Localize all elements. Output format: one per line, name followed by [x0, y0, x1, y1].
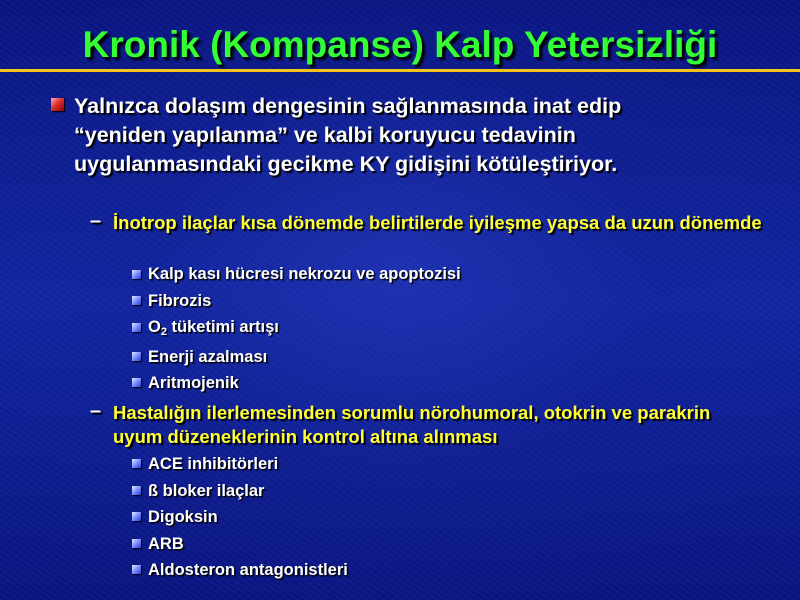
dash-bullet-icon: –	[90, 210, 102, 232]
blue-square-bullet-icon	[132, 270, 141, 279]
list-item: Enerji azalması	[148, 348, 268, 366]
oxygen-subscript: 2	[160, 326, 167, 338]
list-item	[148, 317, 279, 342]
main-point: Yalnızca dolaşım dengesinin sağlanmasında inat edip “yeniden yapılanma” ve kalbi koruyucu tedavinin uygulanmasındaki gecikme KY gidişini kötüleştiriyor.	[74, 94, 622, 176]
red-square-bullet-icon	[51, 98, 64, 111]
blue-square-bullet-icon	[132, 459, 141, 468]
blue-square-bullet-icon	[132, 323, 141, 332]
blue-square-bullet-icon	[132, 296, 141, 305]
blue-square-bullet-icon	[132, 539, 141, 548]
list-item: Aldosteron antagonistleri	[148, 561, 348, 579]
list-item: Kalp kası hücresi nekrozu ve apoptozisi	[148, 265, 461, 283]
oxygen-symbol: O	[148, 318, 161, 336]
list-item: Digoksin	[148, 508, 218, 526]
list-item: Fibrozis	[148, 292, 212, 310]
consumption-text: tüketimi artışı	[166, 318, 279, 336]
slide-title: Kronik (Kompanse) Kalp Yetersizliği	[82, 24, 718, 65]
blue-square-bullet-icon	[132, 512, 141, 521]
list-item: ß bloker ilaçlar	[148, 482, 265, 500]
blue-square-bullet-icon	[132, 486, 141, 495]
list-item: Aritmojenik	[148, 374, 239, 392]
blue-square-bullet-icon	[132, 378, 141, 387]
blue-square-bullet-icon	[132, 565, 141, 574]
section-heading: Hastalığın ilerlemesinden sorumlu nörohumoral, otokrin ve parakrin uyum düzeneklerinin kontrol altına alınması	[113, 402, 711, 447]
blue-square-bullet-icon	[132, 352, 141, 361]
dash-bullet-icon: –	[90, 400, 102, 422]
list-item: ARB	[148, 535, 184, 553]
list-item: ACE inhibitörleri	[148, 455, 279, 473]
section-heading: İnotrop ilaçlar kısa dönemde belirtilerde iyileşme yapsa da uzun dönemde	[113, 212, 762, 233]
